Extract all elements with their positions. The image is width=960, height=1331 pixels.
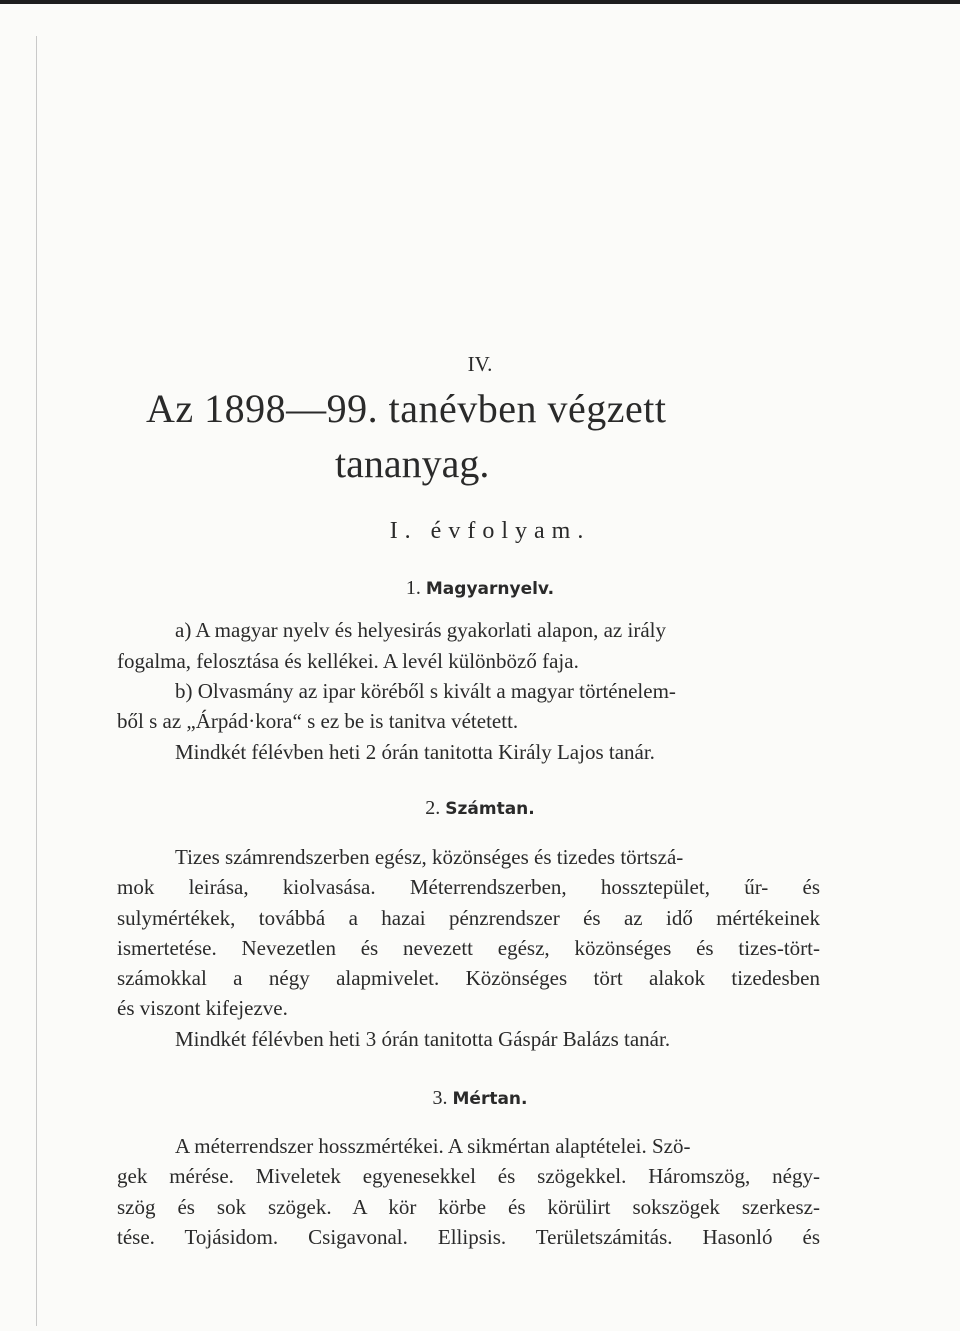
text-line: Mindkét félévben heti 3 órán tanitotta Gáspár Balázs tanár. [175, 1027, 671, 1051]
section-heading-szamtan [0, 797, 960, 820]
scan-left-edge [36, 36, 37, 1326]
section-name: Számtan. [445, 799, 535, 819]
text-line: számokkal a négy alapmivelet. Közönséges tört alakok tizedesben [117, 966, 820, 990]
section-heading-magyarnyelv [0, 577, 960, 600]
text-line: gek mérése. Miveletek egyenesekkel és szögekkel. Háromszög, négy- [117, 1164, 820, 1188]
text-line: fogalma, felosztása és kellékei. A levél különböző faja. [117, 649, 579, 673]
text-line: b) Olvasmány az ipar köréből s kivált a magyar történelem- [175, 679, 676, 703]
section-name: Magyarnyelv. [425, 579, 555, 599]
text-line: ismertetése. Nevezetlen és nevezett egész, közönséges és tizes-tört- [117, 936, 820, 960]
chapter-number: IV. [467, 352, 493, 376]
section-number: 2. [425, 797, 441, 819]
year-heading: I. évfolyam. [389, 518, 591, 544]
text-line: és viszont kifejezve. [117, 996, 288, 1020]
scan-top-border [0, 0, 960, 4]
text-line: a) A magyar nyelv és helyesirás gyakorlati alapon, az irály [175, 618, 666, 642]
text-line: Mindkét félévben heti 2 órán tanitotta Király Lajos tanár. [175, 740, 655, 764]
text-line: A méterrendszer hosszmértékei. A sikmértan alaptételei. Szö- [175, 1134, 691, 1158]
page-title-line-2: tananyag. [335, 441, 490, 486]
page-title-line-1: Az 1898—99. tanévben végzett [146, 386, 667, 431]
text-line: sulymértékek, továbbá a hazai pénzrendszer és az idő mértékeinek [117, 906, 820, 930]
text-line: szög és sok szögek. A kör körbe és körülirt sokszögek szerkesz- [117, 1195, 820, 1219]
section-heading-mertan [0, 1087, 960, 1110]
text-line: mok leirása, kiolvasása. Méterrendszerben, hossztерület, űr- és [117, 875, 820, 899]
text-line: Tizes számrendszerben egész, közönséges és tizedes törtszá- [175, 845, 684, 869]
text-line: tése. Tojásidom. Csigavonal. Ellipsis. Területszámitás. Hasonló és [117, 1225, 820, 1249]
section-number: 3. [432, 1087, 448, 1109]
section-number: 1. [405, 577, 421, 599]
text-line: ből s az „Árpád·kora“ s ez be is tanitva vétetett. [117, 709, 519, 733]
section-name: Mértan. [452, 1089, 528, 1109]
